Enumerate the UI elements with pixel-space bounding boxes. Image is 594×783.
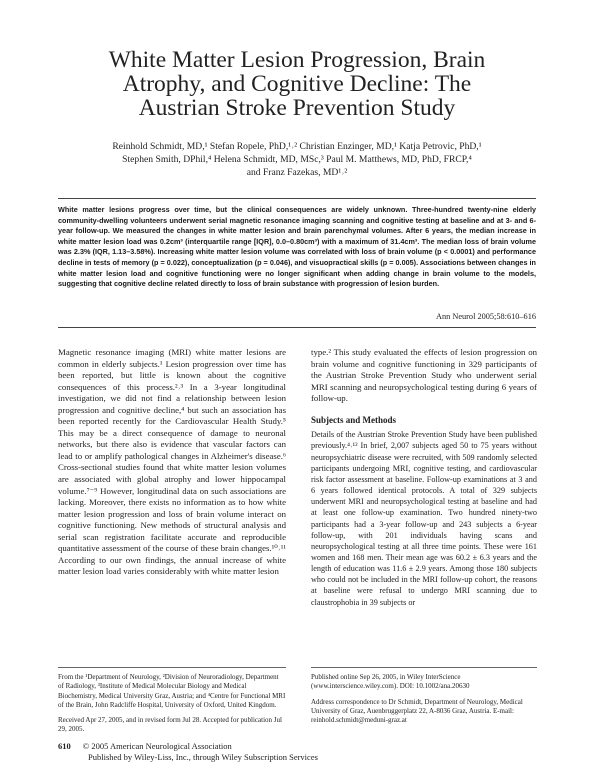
author-list (60, 140, 534, 179)
published-note: Published online Sep 26, 2005, in Wiley InterScience (www.interscience.wiley.com). DOI: 10.1002/ana.20630 (311, 673, 470, 691)
abstract: White matter lesions progress over time, but the clinical consequences are widely unknown. Three-hundred twenty-nine elderly community-dwelling volunteers underwent serial magnetic resonance imaging scanning and cognitive testing at baseline and at 3- and 6-year follow-up. We measured the changes in white matter lesion and brain parenchymal volumes. After 6 years, the median increase in white matter lesion load was 0.2cm³ (interquartile range [IQR], 0.0–0.80cm³) with a maximum of 31.4cm³. The median loss of brain volume was 2.3% (IQR, 1.13–3.58%). Increasing white matter lesion volume was correlated with loss of brain volume (p < 0.0001) and performance decline in tests of memory (p = 0.022), conceptualization (p = 0.046), and visuopractical skills (p = 0.005). Associations between changes in white matter lesion load and cognitive functioning were no longer significant when adding change in brain volume to the models, suggesting that cognitive decline related directly to loss of brain substance with progression of lesion burden. (58, 205, 536, 289)
publisher-line: Published by Wiley-Liss, Inc., through Wiley Subscription Services (88, 751, 318, 762)
section-heading: Subjects and Methods (311, 414, 397, 425)
footnotes-right (311, 673, 537, 731)
article-title (40, 48, 554, 120)
footnotes-left (58, 673, 286, 741)
right-column (311, 347, 537, 608)
intro-paragraph: Magnetic resonance imaging (MRI) white matter lesions are common in elderly subjects.¹ Lesion progression over time has been reported, but little is known about the cognitive consequences of this process.²˒³ In a 3-year longitudinal investigation, we did not find a relationship between lesion progression and cognitive decline,⁴ but such an association has been reported recently for the Cardiovascular Health Study.⁵ This may be a direct consequence of damage to neuronal networks, but there also is evidence that vascular factors can lead to or amplify pathological changes in Alzheimer's disease.⁶ Cross-sectional studies found that white matter lesion volumes are associated with global atrophy and lower hippocampal volume.⁷⁻⁹ However, longitudinal data on such associations are lacking. Moreover, there exists no information as to how white matter lesion progression and loss of brain volume interact on cognitive functioning. New methods of structural analysis and serial scan registration facilitate accurate and reproducible quantitative assessment of the course of these brain changes.¹⁰˒¹¹ According to our own findings, the annual increase of white matter lesion load varies considerably with white matter lesion (58, 347, 286, 577)
abstract-bottom-rule (58, 327, 536, 328)
intro-continuation: type.² This study evaluated the effects of lesion progression on brain volume and cognitive functioning in 329 participants of the Austrian Stroke Prevention Study who underwent serial MRI scanning and neuropsychological testing during 6 years of follow-up. (311, 347, 537, 404)
footnote-rule-left (58, 667, 286, 668)
page-footer (58, 741, 318, 762)
title-line: Austrian Stroke Prevention Study (138, 95, 456, 121)
received-note: Received Apr 27, 2005, and in revised form Jul 28. Accepted for publication Jul 29, 2005. (58, 716, 282, 734)
methods-paragraph: Details of the Austrian Stroke Prevention Study have been published previously.⁴˒¹² In brief, 2,007 subjects aged 50 to 75 years without neuropsychiatric disease were recruited, with 509 randomly selected participants undergoing MRI, cognitive testing, and cardiovascular risk factor assessment at baseline. Follow-up examinations at 3 and 6 years followed identical protocols. A total of 329 subjects underwent MRI and neuropsychological testing at baseline and had at least one follow-up examination. Two hundred ninety-two participants had a 3-year follow-up and 243 subjects a 6-year follow-up, with 201 individuals having scans and neuropsychological testing at all three time points. These were 161 women and 168 men. Their mean age was 60.2 ± 6.3 years and the length of education was 11.6 ± 2.9 years. Among those 180 subjects who could not be included in the MRI follow-up cohort, the reasons at baseline were refusal to undergo MRI scanning due to claustrophobia in 39 subjects or (311, 430, 537, 607)
title-line: White Matter Lesion Progression, Brain (108, 47, 486, 73)
journal-citation: Ann Neurol 2005;58:610–616 (435, 312, 536, 321)
author-line: Stephen Smith, DPhil,⁴ Helena Schmidt, MD, MSc,³ Paul M. Matthews, MD, PhD, FRCP,⁴ (122, 154, 472, 165)
affiliations-note: From the ¹Department of Neurology, ²Division of Neuroradiology, Department of Radiology, ³Institute of Medical Molecular Biology and Medical Biochemistry, Medical University Graz, Austria; and ⁴Centre for Functional MRI of the Brain, John Radcliffe Hospital, University of Oxford, United Kingdom. (58, 673, 286, 709)
abstract-top-rule (58, 198, 536, 199)
page-number: 610 (58, 741, 71, 751)
footnote-rule-right (311, 667, 537, 668)
title-line: Atrophy, and Cognitive Decline: The (122, 71, 472, 97)
author-line: and Franz Fazekas, MD¹˒² (246, 167, 348, 178)
correspondence-note: Address correspondence to Dr Schmidt, Department of Neurology, Medical University of Graz, Auenbruggerplatz 22, A-8036 Graz, Austria. E-mail: reinhold.schmidt@meduni-graz.at (311, 697, 523, 725)
author-line: Reinhold Schmidt, MD,¹ Stefan Ropele, PhD,¹˒² Christian Enzinger, MD,¹ Katja Petrovic, PhD,¹ (112, 141, 482, 152)
copyright-line: © 2005 American Neurological Association (82, 741, 232, 751)
left-column (58, 347, 286, 578)
